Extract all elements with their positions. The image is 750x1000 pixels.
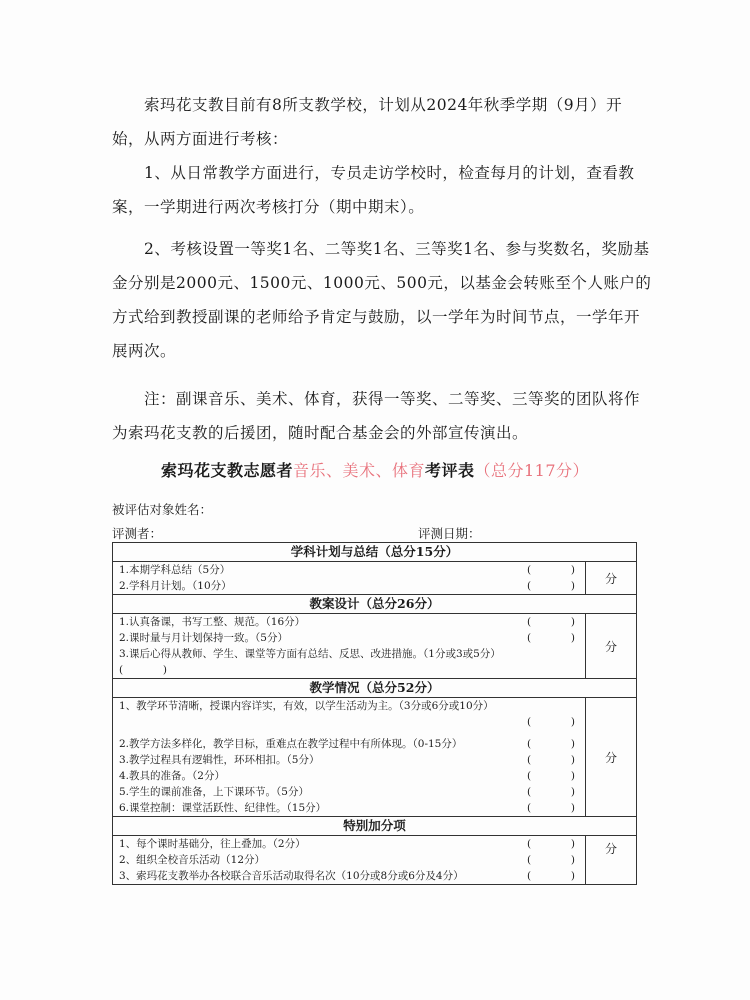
section-score-cell[interactable]: 分	[586, 562, 637, 595]
intro-text-4: 注：副课音乐、美术、体育，获得一等奖、二等奖、三等奖的团队将作为索玛花支教的后援团，随时配合基金会的外部宣传演出。	[112, 390, 641, 442]
form-title-prefix: 索玛花支教志愿者	[160, 461, 293, 480]
form-title-total: （总分117分）	[474, 461, 590, 480]
score-entry[interactable]: ( )	[527, 716, 575, 728]
criterion-row: 4.教具的准备。（2分） ( )	[119, 768, 579, 784]
score-entry[interactable]: ( )	[527, 564, 575, 576]
score-entry[interactable]: ( )	[527, 838, 575, 850]
criterion-row-continued	[119, 714, 579, 730]
criterion-row: 2、组织全校音乐活动（12分） ( )	[119, 852, 579, 868]
section-title: 学科计划与总结（总分15分）	[113, 543, 637, 562]
section-score-cell[interactable]: 分	[586, 614, 637, 679]
score-entry[interactable]: ( )	[527, 870, 575, 882]
evaluation-table	[112, 542, 637, 885]
score-entry[interactable]: ( )	[527, 632, 575, 644]
criterion-row: 2.学科月计划。（10分） ( )	[119, 578, 579, 594]
evaluator-label: 评测者：	[112, 526, 163, 541]
section-title: 特别加分项	[113, 817, 637, 836]
score-entry[interactable]: ( )	[527, 580, 575, 592]
criterion-row: 3、索玛花支教举办各校联合音乐活动取得名次（10分或8分或6分及4分） ( )	[119, 868, 579, 884]
evaluation-date-label: 评测日期：	[418, 526, 481, 541]
intro-paragraph-3	[112, 232, 652, 368]
section-items	[113, 562, 586, 595]
intro-paragraph-1	[112, 88, 652, 156]
criterion-row-continued	[119, 662, 579, 678]
section-items	[113, 698, 586, 817]
criterion-row: 6.课堂控制：课堂活跃性、纪律性。（15分） ( )	[119, 800, 579, 816]
criterion-row: 2.教学方法多样化，教学目标，重难点在教学过程中有所体现。（0-15分） ( )	[119, 736, 579, 752]
criterion-row: 5.学生的课前准备，上下课环节。（5分） ( )	[119, 784, 579, 800]
intro-paragraph-4	[112, 382, 652, 450]
section-title: 教案设计（总分26分）	[113, 595, 637, 614]
intro-text-3: 2、考核设置一等奖1名、二等奖1名、三等奖1名、参与奖数名，奖励基金分别是2000元、1500元、1000元、500元，以基金会转账至个人账户的方式给到教授副课的老师给予肯定与鼓励，以一学年为时间节点，一学年开展两次。	[112, 240, 652, 360]
section-score-cell[interactable]: 分	[586, 836, 637, 885]
score-entry[interactable]: ( )	[527, 754, 575, 766]
criterion-row: 2.课时量与月计划保持一致。（5分） ( )	[119, 630, 579, 646]
section-title: 教学情况（总分52分）	[113, 679, 637, 698]
score-entry[interactable]: ( )	[527, 854, 575, 866]
intro-paragraph-2	[112, 156, 652, 224]
section-score-cell[interactable]: 分	[586, 698, 637, 817]
score-entry[interactable]: ( )	[119, 664, 167, 676]
score-entry[interactable]: ( )	[527, 802, 575, 814]
evaluatee-label: 被评估对象姓名：	[112, 502, 213, 517]
form-title-subjects: 音乐、美术、体育	[292, 461, 425, 480]
score-entry[interactable]: ( )	[527, 770, 575, 782]
intro-text-1: 索玛花支教目前有8所支教学校，计划从2024年秋季学期（9月）开始，从两方面进行考核：	[112, 96, 623, 148]
criterion-row: 3.教学过程具有逻辑性，环环相扣。（5分） ( )	[119, 752, 579, 768]
criterion-row: 3.课后心得从教师、学生、课堂等方面有总结、反思、改进措施。（1分或3或5分）	[119, 648, 501, 660]
section-items	[113, 836, 586, 885]
form-title	[0, 458, 750, 481]
criterion-row: 1、教学环节清晰，授课内容详实，有效，以学生活动为主。（3分或6分或10分）	[119, 700, 494, 712]
intro-text-2: 1、从日常教学方面进行，专员走访学校时，检查每月的计划，查看教案，一学期进行两次考核打分（期中期末）。	[112, 164, 635, 216]
score-entry[interactable]: ( )	[527, 786, 575, 798]
form-title-suffix: 考评表	[424, 461, 475, 480]
score-entry[interactable]: ( )	[527, 738, 575, 750]
criterion-row: 1.认真备课，书写工整、规范。（16分） ( )	[119, 614, 579, 630]
section-items	[113, 614, 586, 679]
score-entry[interactable]: ( )	[527, 616, 575, 628]
criterion-row: 1、每个课时基础分，往上叠加。（2分） ( )	[119, 836, 579, 852]
criterion-row: 1.本期学科总结（5分） ( )	[119, 562, 579, 578]
